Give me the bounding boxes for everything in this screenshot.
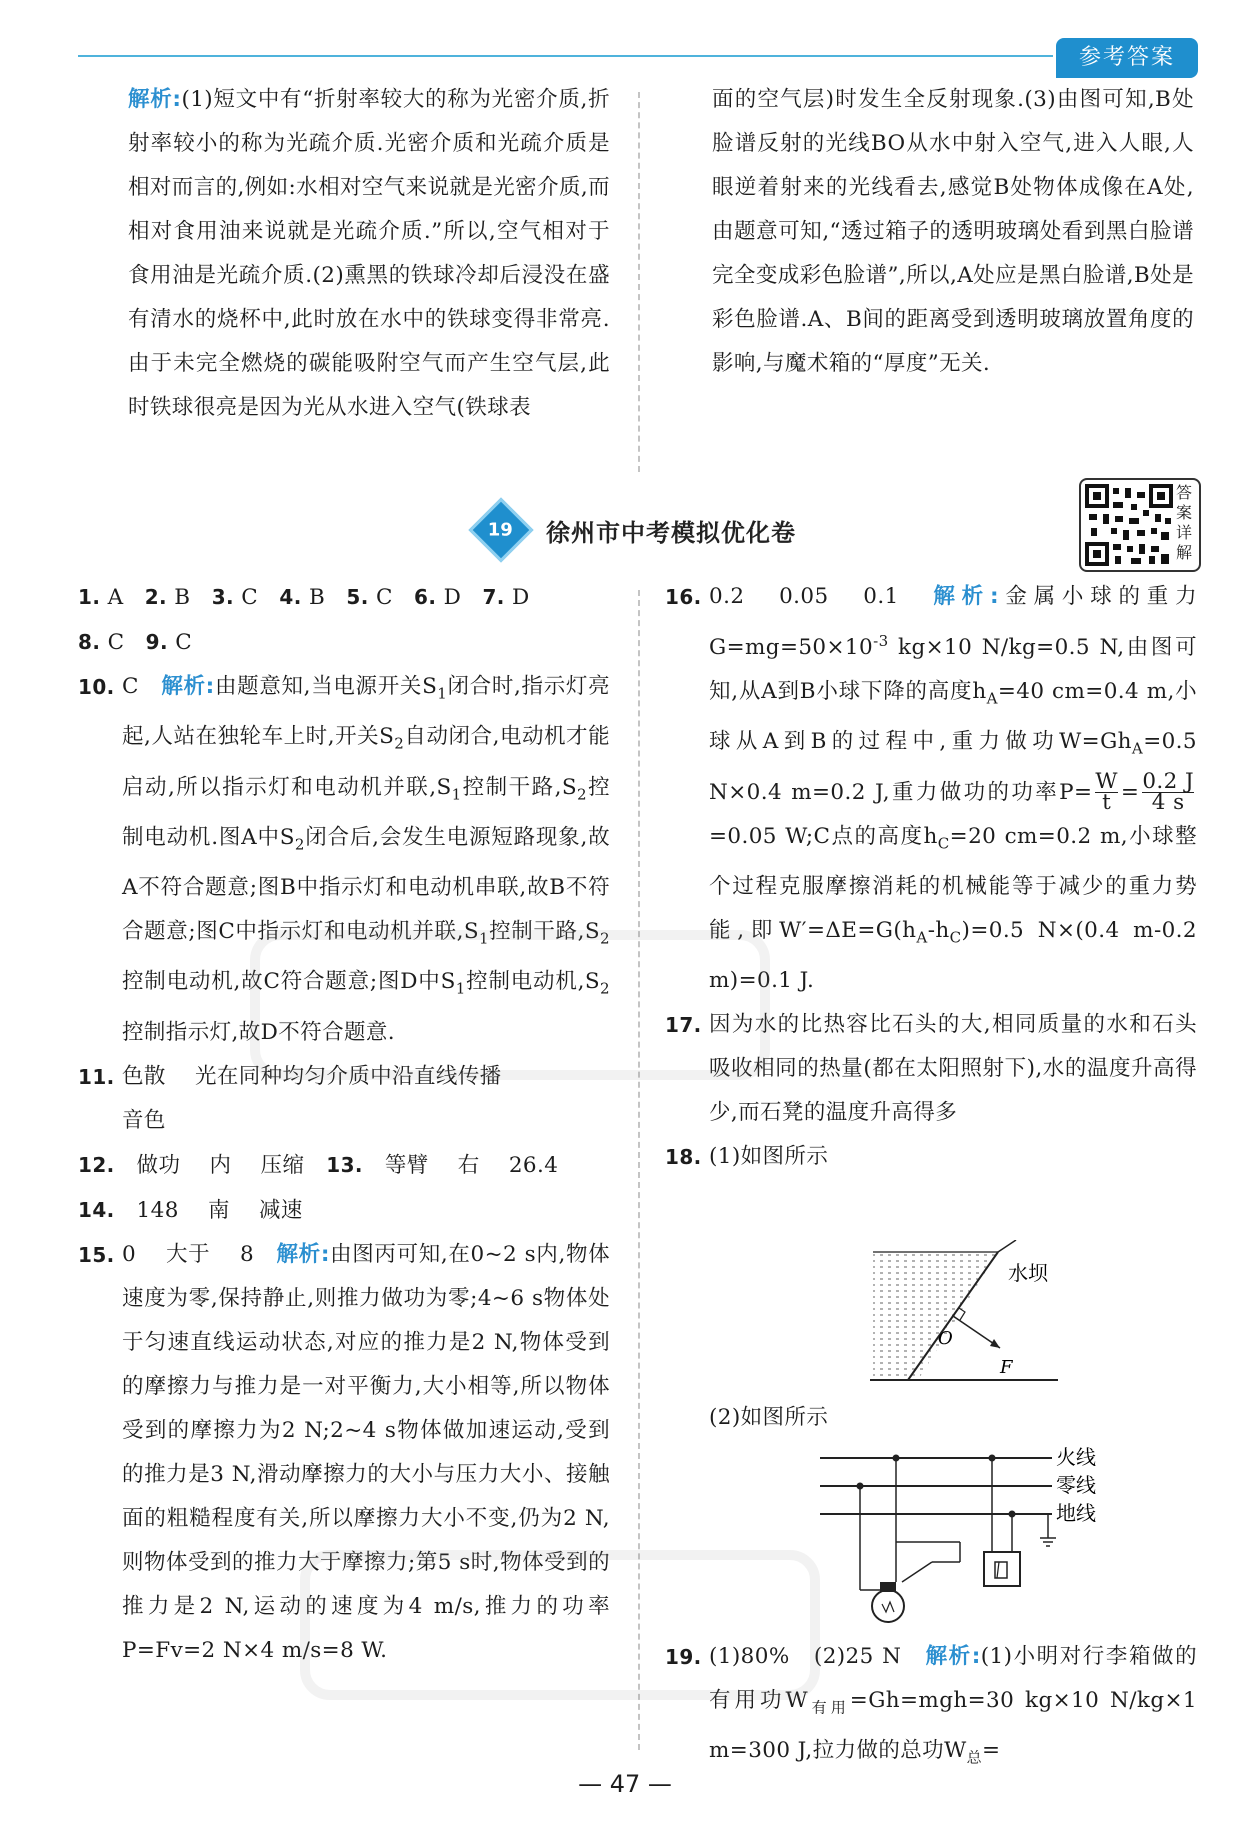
page-number: — 47 — bbox=[578, 1770, 672, 1798]
dam-top bbox=[998, 1240, 1016, 1252]
qr-code-box[interactable] bbox=[1079, 478, 1201, 572]
answer-16: 16. 0.2 0.05 0.1 解析:金属小球的重力$G=mg=50\times 10^{-3}$ kg×10 N/kg=0.5 N,由图可知,从A到B小球下降的高度$h_A=40$ cm=0.4 m,小球从A到B的过程中,重力做功$W=Gh_A=0.5$ N×0.4 m=0.2 J,重力做功的功率P= $\frac{W}{t}$ = $\frac{0.2 J}{4 s}$ =0.05 W;C点的高度$h_C=20$ cm=0.2 m,小球整个过程克服摩擦消耗的机械能等于减少的重力势能,即$W'=\Delta E=G(h_A-h_C)=0.5$ N×(0.4 m-0.2 m)=0.1 J. bbox=[665, 584, 1198, 994]
top-left-column bbox=[128, 78, 610, 430]
header-rule bbox=[78, 55, 1053, 57]
answer-11: 11. 色散 光在同种均匀介质中沿直线传播 音色 bbox=[78, 1063, 502, 1133]
top-left-text: (1)短文中有“折射率较大的称为光密介质,折射率较小的称为光疏介质.光密介质和光疏介质是相对而言的,例如:水相对空气来说就是光密介质,而相对食用油来说就是光疏介质.”所以,空气相对于食用油是光疏介质.(2)熏黑的铁球冷却后浸没在盛有清水的烧杯中,此时放在水中的铁球变得非常亮.由于未完全燃烧的碳能吸附空气而产生空气层,此时铁球很亮是因为光从水进入空气(铁球表 bbox=[128, 87, 611, 420]
socket-icon bbox=[984, 1552, 1020, 1586]
section-title: 徐州市中考模拟优化卷 bbox=[546, 518, 796, 547]
section-number-badge: 19 bbox=[468, 497, 533, 562]
light-bulb-icon bbox=[872, 1582, 904, 1622]
watermark-stamp-2 bbox=[300, 1550, 820, 1700]
answer-12-13: 12. 做功 内 压缩 13. 等臂 右 26.4 bbox=[78, 1152, 559, 1178]
section-banner bbox=[478, 505, 796, 555]
answer-key-tab: 参考答案 bbox=[1056, 38, 1198, 78]
dam-label: 水坝 bbox=[1008, 1261, 1048, 1285]
bottom-right-column bbox=[665, 575, 1197, 1179]
qr-code-icon bbox=[1085, 484, 1173, 566]
choice-row-1: 1. A 2. B 3. C 4. B 5. C 6. D 7. D bbox=[78, 585, 530, 610]
analysis-label: 解析: bbox=[128, 87, 182, 112]
switch-icon bbox=[902, 1562, 960, 1582]
answer-19: 19. (1)80% (2)25 N 解析:(1)小明对行李箱做的有用功$W_{有用}=Gh=mgh=30$ kg×10 N/kg×1 m=300 J,拉力做的总功$W_总=$ bbox=[665, 1644, 1197, 1767]
bottom-left-column bbox=[78, 575, 610, 1673]
fig-caption-2: (2)如图所示 bbox=[709, 1405, 829, 1430]
force-arrow-head bbox=[990, 1339, 1000, 1348]
top-right-column bbox=[712, 78, 1194, 386]
live-label: 火线 bbox=[1056, 1445, 1096, 1469]
water-region bbox=[873, 1252, 998, 1380]
answer-15: 15. 0 大于 8 解析:由图丙可知,在0~2 s内,物体速度为零,保持静止,则推力做功为零;4~6 s物体处于匀速直线运动状态,对应的推力是2 N,物体受到的摩擦力与推力是一对平衡力,大小相等,所以物体受到的摩擦力为2 N;2~4 s物体做加速运动,受到的推力是3 N,滑动摩擦力的大小与压力大小、接触面的粗糙程度有关,所以摩擦力大小不变,仍为2 N,则物体受到的推力大于摩擦力;第5 s时,物体受到的推力是2 N,运动的速度为4 m/s,推力的功率P=Fv=2 N×4 m/s=8 W. bbox=[78, 1241, 611, 1663]
dam-diagram bbox=[848, 1240, 1068, 1390]
column-divider-top bbox=[638, 92, 640, 472]
answer-14: 14. 148 南 减速 bbox=[78, 1197, 303, 1223]
choice-row-2: 8. C 9. C bbox=[78, 630, 193, 655]
answer-18: 18. (1)如图所示 bbox=[665, 1144, 829, 1170]
circuit-diagram bbox=[812, 1442, 1112, 1630]
answer-10: 10. C 解析:由题意知,当电源开关$S_1$闭合时,指示灯亮起,人站在独轮车上时,开关$S_2$自动闭合,电动机才能启动,所以指示灯和电动机并联$,S_1$控制干路$,S_2$控制电动机.图A中$S_2$闭合后,会发生电源短路现象,故A不符合题意;图B中指示灯和电动机串联,故B不符合题意;图C中指示灯和电动机并联$,S_1$控制干路$,S_2$控制电动机,故C符合题意;图D中$S_1$控制电动机$,S_2$控制指示灯,故D不符合题意. bbox=[78, 674, 610, 1045]
force-f-label: F bbox=[1000, 1357, 1013, 1378]
point-o-label: O bbox=[938, 1328, 953, 1349]
neutral-label: 零线 bbox=[1056, 1473, 1096, 1497]
top-right-text: 面的空气层)时发生全反射现象.(3)由图可知,B处脸谱反射的光线BO从水中射入空气,进入人眼,人眼逆着射来的光线看去,感觉B处物体成像在A处,由题意可知,“透过箱子的透明玻璃处看到黑白脸谱完全变成彩色脸谱”,所以,A处应是黑白脸谱,B处是彩色脸谱.A、B间的距离受到透明玻璃放置角度的影响,与魔术箱的“厚度”无关. bbox=[712, 87, 1194, 376]
qr-caption: 答案详解 bbox=[1175, 483, 1192, 562]
watermark-stamp bbox=[250, 930, 770, 1080]
answer-17: 17. 因为水的比热容比石头的大,相同质量的水和石头吸收相同的热量(都在太阳照射下),水的温度升高得少,而石凳的温度升高得多 bbox=[665, 1012, 1197, 1126]
ground-label: 地线 bbox=[1056, 1501, 1096, 1525]
